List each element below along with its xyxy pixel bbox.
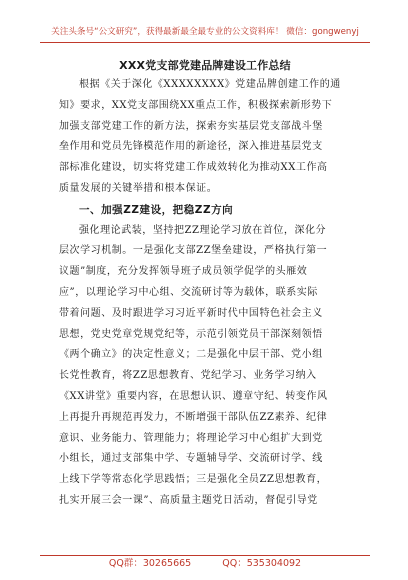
body-line: 思想，党史党章党规党纪等，示范引领党员干部深刻领悟 (59, 328, 323, 340)
body-line: 加强支部党建工作的新方法，探索夯实基层党支部战斗堡 (59, 120, 323, 132)
footer-divider (40, 555, 370, 556)
body-line: 扎实开展三会一课”、高质量主题党日活动，督促引导党 (59, 494, 318, 506)
body-line: 根据《关于深化《XXXXXXXX》党建品牌创建工作的通 (79, 79, 341, 90)
body-line: 知》要求，XX党支部围绕XX重点工作，积极探索新形势下 (59, 99, 333, 111)
document-body (59, 75, 359, 512)
body-line: 应”，以理论学习中心组、交流研讨等为载体，联系实际 (59, 286, 318, 298)
footer (40, 557, 370, 571)
body-line: 部标准化建设，切实将党建工作成效转化为推动XX工作高 (59, 162, 328, 174)
body-line: 垒作用和党员先锋模范作用的新途径，深入推进基层党支 (59, 141, 323, 153)
body-line: 意识、业务能力、管理能力；将理论学习中心组扩大到党 (59, 432, 323, 444)
header-divider (40, 42, 370, 43)
body-line: 《两个确立》的决定性意义；二是强化中层干部、党小组 (59, 349, 323, 361)
body-line: 质量发展的关键举措和根本保证。 (59, 182, 218, 194)
body-line: 强化理论武装，坚持把ZZ理论学习放在首位，深化分 (79, 224, 327, 236)
footer-qq-group: QQ群：30265665 (108, 558, 192, 569)
body-line: 长党性教育，将ZZ思想教育、党纪学习、业务学习纳入 (59, 370, 317, 382)
body-line: 上线下学等常态化学思践悟；三是强化全员ZZ思想教育， (59, 474, 328, 486)
header-banner: 关注头条号“公文研究”，获得最新最全最专业的公文资料库！ 微信：gongwenyj (51, 27, 359, 37)
body-line: 议题”制度，充分发挥领导班子成员领学促学的头雁效 (59, 266, 308, 278)
body-line: 层次学习机制。一是强化支部ZZ堡垒建设，严格执行第一 (59, 245, 328, 257)
body-line: 上再提升再规范再发力，不断增强干部队伍ZZ素养、纪律 (59, 411, 328, 423)
document-title: XXX党支部党建品牌建设工作总结 (119, 59, 291, 72)
body-line: 小组长，通过支部集中学、专题辅导学、交流研讨学、线 (59, 453, 323, 465)
section-heading: 一、加强ZZ建设，把稳ZZ方向 (79, 203, 234, 216)
body-line: 《XX讲堂》重要内容，在思想认识、遵章守纪、转变作风 (59, 390, 328, 402)
footer-qq: QQ：535304092 (222, 558, 302, 569)
body-line: 带着问题、及时跟进学习习近平新时代中国特色社会主义 (59, 307, 323, 319)
